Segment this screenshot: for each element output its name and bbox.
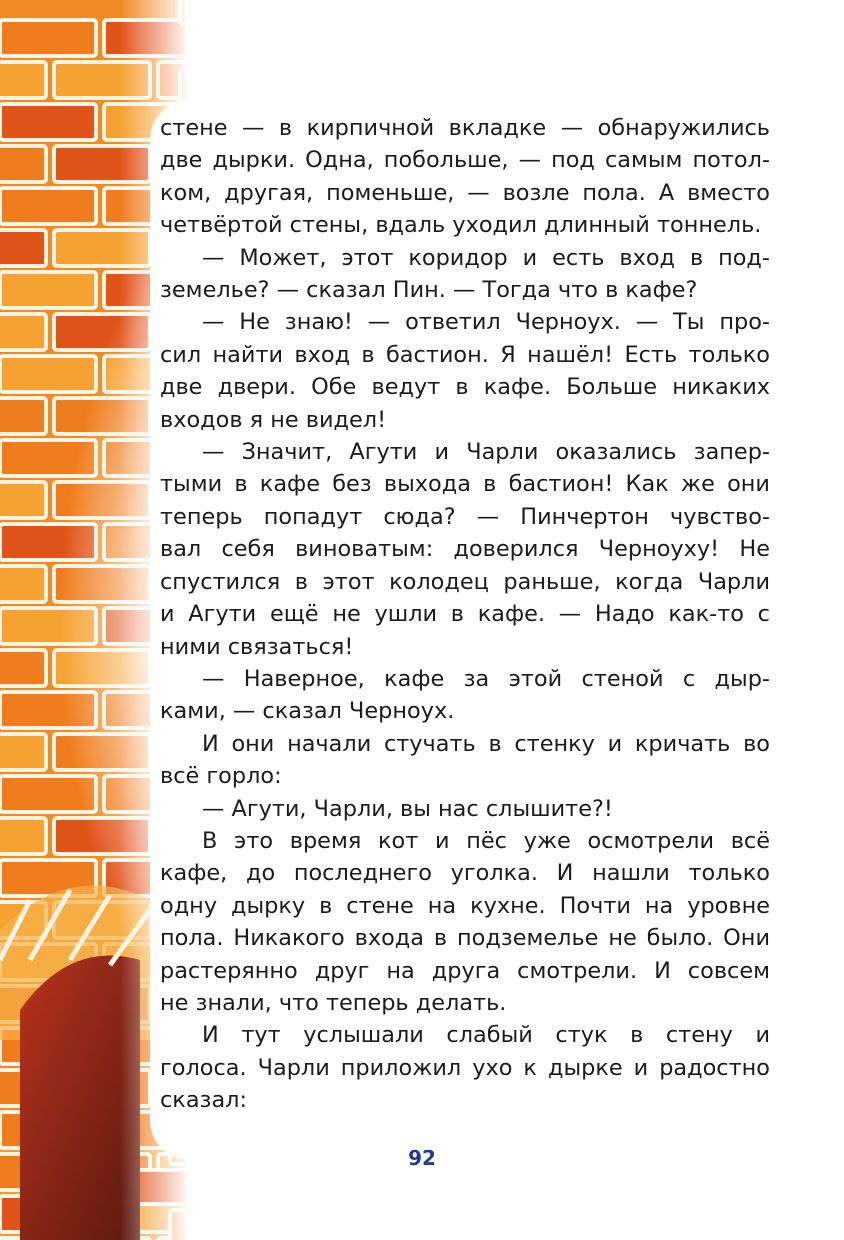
text-line: — Не знаю! — ответил Черноух. — Ты про-	[202, 309, 770, 336]
brick	[0, 146, 46, 182]
brick	[0, 188, 96, 224]
page-number: 92	[408, 1146, 436, 1170]
brick	[0, 398, 46, 434]
brick	[0, 62, 46, 98]
page-text	[160, 112, 770, 1117]
text-line: всё горло:	[160, 763, 282, 790]
text-line: тыми в кафе без выхода в бастион! Как же они	[160, 471, 770, 498]
text-line: И тут услышали слабый стук в стену и	[202, 1022, 770, 1049]
text-line: четвёртой стены, вдаль уходил длинный тоннель.	[160, 212, 762, 239]
brick	[0, 566, 46, 602]
text-line: голоса. Чарли приложил ухо к дырке и радостно	[160, 1054, 770, 1081]
text-line: и Агути ещё не ушли в кафе. — Надо как-то с	[160, 601, 770, 628]
text-line: ками, — сказал Черноух.	[160, 698, 455, 725]
brick	[0, 650, 46, 686]
brick	[0, 20, 96, 56]
text-line: пола. Никакого входа в подземелье не было. Они	[160, 925, 770, 952]
text-line: входов я не видел!	[160, 406, 387, 433]
text-line: растерянно друг на друга смотрели. И совсем	[160, 957, 770, 984]
text-line: теперь попадут сюда? — Пинчертон чувство-	[160, 503, 770, 530]
text-line: — Может, этот коридор и есть вход в под-	[202, 244, 770, 271]
text-line: — Значит, Агути и Чарли оказались запер-	[202, 439, 770, 466]
text-line: стене — в кирпичной вкладке — обнаружились	[160, 115, 770, 141]
text-line: ком, другая, поменьше, — возле пола. А вместо	[160, 179, 770, 206]
brick	[0, 230, 46, 266]
text-line: В это время кот и пёс уже осмотрели всё	[202, 827, 770, 854]
text-line: земелье? — сказал Пин. — Тогда что в кафе?	[160, 277, 698, 304]
text-line: две дырки. Одна, побольше, — под самым потол-	[160, 147, 770, 174]
text-line: кафе, до последнего уголка. И нашли только	[160, 860, 770, 887]
text-line: — Наверное, кафе за этой стеной с дыр-	[202, 665, 770, 692]
text-line: одну дырку в стене на кухне. Почти на уровне	[160, 892, 770, 919]
text-line: спустился в этот колодец раньше, когда Чарли	[160, 568, 770, 595]
text-line: вал себя виноватым: доверился Черноуху! Не	[160, 536, 770, 563]
text-line: сказал:	[160, 1087, 248, 1114]
brick	[0, 356, 96, 392]
text-line: не знали, что теперь делать.	[160, 989, 507, 1016]
brick	[0, 818, 46, 854]
brick	[0, 734, 46, 770]
text-line: — Агути, Чарли, вы нас слышите?!	[202, 795, 613, 822]
brick	[0, 314, 46, 350]
brick	[0, 272, 96, 308]
text-line: И они начали стучать в стенку и кричать во	[202, 730, 770, 757]
brick	[0, 482, 46, 518]
text-line: ними связаться!	[160, 633, 354, 660]
text-line: сил найти вход в бастион. Я нашёл! Есть только	[160, 341, 770, 368]
text-line: две двери. Обе ведут в кафе. Больше никаких	[160, 374, 770, 401]
brick	[0, 104, 96, 140]
